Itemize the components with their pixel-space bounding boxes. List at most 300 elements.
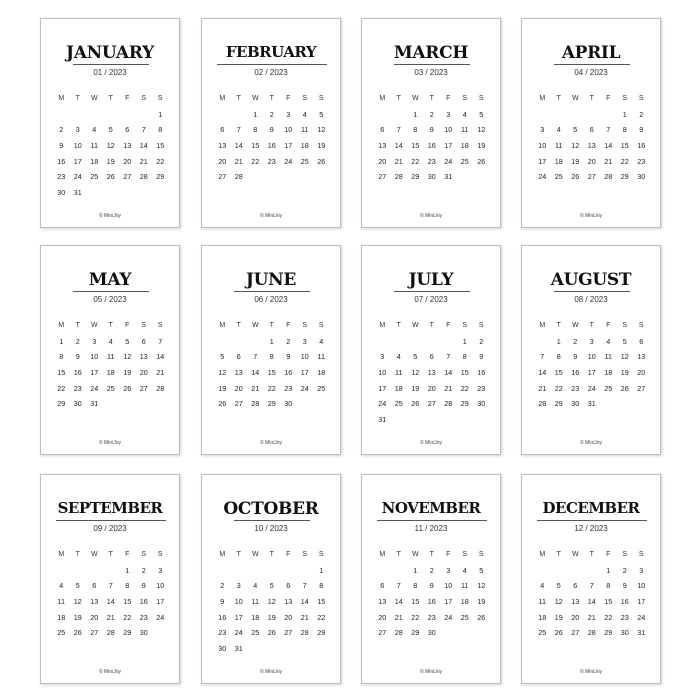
weekday-header: W (90, 322, 98, 329)
empty-cell (374, 334, 391, 350)
day-cell: 5 (479, 109, 484, 119)
day-cell: 31 (637, 628, 646, 638)
month-title: DECEMBER (542, 499, 640, 517)
day-cell: 29 (317, 628, 326, 638)
day-cell: 23 (218, 628, 227, 638)
weekday-header: M (379, 322, 386, 329)
day-cell: 26 (571, 172, 580, 182)
day-cell: 24 (538, 172, 547, 182)
weekday-header: T (396, 95, 401, 102)
day-cell: 19 (218, 383, 227, 393)
day-cell: 13 (123, 141, 132, 151)
day-cell: 31 (587, 399, 596, 409)
weekday-header: F (606, 322, 611, 329)
month-number: 09 / 2023 (93, 524, 127, 533)
weekday-header: T (429, 551, 434, 558)
day-cell: 29 (123, 628, 132, 638)
day-cell: 6 (236, 352, 241, 362)
day-cell: 15 (251, 141, 260, 151)
weekday-header: S (462, 551, 468, 558)
empty-cell (374, 107, 391, 123)
month-number: 11 / 2023 (414, 524, 448, 533)
brand-mark: © MiniJoy (579, 440, 603, 446)
day-cell: 3 (380, 352, 385, 362)
day-cell: 21 (234, 156, 243, 166)
day-cell: 22 (620, 156, 629, 166)
day-cell: 19 (267, 612, 276, 622)
empty-cell (567, 563, 584, 579)
day-cell: 30 (73, 399, 82, 409)
day-cell: 14 (394, 141, 403, 151)
day-cell: 17 (234, 612, 243, 622)
day-cell: 17 (156, 597, 165, 607)
weekday-header: S (141, 322, 147, 329)
day-cell: 18 (394, 383, 403, 393)
day-cell: 2 (141, 565, 146, 575)
day-cell: 20 (234, 383, 243, 393)
day-cell: 18 (106, 368, 115, 378)
weekday-header: T (108, 322, 113, 329)
day-cell: 17 (444, 141, 453, 151)
title-underline (73, 291, 149, 292)
day-cell: 2 (220, 581, 225, 591)
day-cell: 25 (460, 156, 469, 166)
empty-cell (136, 107, 153, 123)
brand-mark: © MiniJoy (259, 669, 283, 675)
month-title: MAY (88, 270, 132, 290)
day-cell: 26 (267, 628, 276, 638)
empty-cell (297, 563, 314, 579)
empty-cell (103, 563, 120, 579)
day-cell: 8 (125, 581, 130, 591)
day-cell: 27 (218, 172, 227, 182)
day-cell: 27 (284, 628, 293, 638)
title-underline (377, 520, 487, 521)
day-cell: 6 (92, 581, 97, 591)
day-cell: 11 (90, 141, 98, 151)
day-cell: 29 (620, 172, 629, 182)
day-cell: 16 (267, 141, 276, 151)
day-cell: 16 (477, 368, 486, 378)
day-grid (374, 547, 490, 641)
day-cell: 7 (253, 352, 258, 362)
weekday-header: T (556, 551, 561, 558)
day-grid (214, 318, 330, 412)
weekday-header: S (462, 95, 468, 102)
day-cell: 21 (604, 156, 613, 166)
month-title: NOVEMBER (381, 499, 481, 517)
weekday-header: S (318, 551, 324, 558)
empty-cell (231, 107, 248, 123)
day-cell: 24 (90, 383, 99, 393)
day-cell: 21 (444, 383, 453, 393)
day-cell: 14 (106, 597, 115, 607)
day-cell: 18 (538, 612, 547, 622)
day-cell: 25 (57, 628, 66, 638)
day-cell: 28 (300, 628, 309, 638)
day-cell: 18 (300, 141, 309, 151)
day-cell: 10 (444, 125, 453, 135)
day-cell: 5 (556, 581, 561, 591)
month-card-april (521, 18, 661, 228)
weekday-header: F (286, 322, 291, 329)
day-cell: 9 (639, 125, 644, 135)
weekday-header: T (236, 322, 241, 329)
day-cell: 2 (286, 336, 291, 346)
day-cell: 6 (380, 125, 385, 135)
day-cell: 20 (637, 368, 646, 378)
day-cell: 3 (540, 125, 545, 135)
day-cell: 30 (284, 399, 293, 409)
day-cell: 2 (479, 336, 484, 346)
day-cell: 10 (378, 368, 387, 378)
day-cell: 4 (302, 109, 307, 119)
day-cell: 24 (378, 399, 387, 409)
day-cell: 20 (378, 612, 387, 622)
title-underline (554, 291, 630, 292)
day-cell: 13 (637, 352, 646, 362)
day-cell: 8 (158, 125, 163, 135)
day-cell: 12 (106, 141, 115, 151)
weekday-header: W (251, 95, 259, 102)
weekday-header: T (236, 95, 241, 102)
day-cell: 22 (411, 612, 420, 622)
day-cell: 25 (317, 383, 326, 393)
month-number: 08 / 2023 (574, 295, 608, 304)
day-cell: 25 (394, 399, 403, 409)
day-cell: 30 (620, 628, 629, 638)
day-cell: 22 (251, 156, 260, 166)
day-cell: 29 (411, 628, 420, 638)
month-title: OCTOBER (223, 499, 319, 519)
brand-mark: © MiniJoy (419, 440, 443, 446)
weekday-header: S (638, 95, 644, 102)
empty-cell (551, 107, 568, 123)
day-cell: 10 (538, 141, 547, 151)
weekday-header: T (429, 322, 434, 329)
day-cell: 13 (378, 141, 387, 151)
day-cell: 1 (413, 565, 418, 575)
weekday-header: M (219, 322, 226, 329)
weekday-header: T (589, 95, 594, 102)
day-cell: 6 (639, 336, 644, 346)
weekday-header: T (269, 95, 274, 102)
empty-cell (440, 334, 457, 350)
day-cell: 12 (123, 352, 132, 362)
day-cell: 14 (234, 141, 243, 151)
day-cell: 20 (123, 156, 132, 166)
day-cell: 19 (554, 612, 563, 622)
month-title: JUNE (245, 270, 297, 290)
day-cell: 13 (378, 597, 387, 607)
day-cell: 8 (253, 125, 258, 135)
day-cell: 26 (554, 628, 563, 638)
day-cell: 20 (571, 612, 580, 622)
brand-mark: © MiniJoy (98, 440, 122, 446)
empty-cell (53, 563, 70, 579)
day-cell: 4 (462, 565, 467, 575)
day-cell: 7 (236, 125, 241, 135)
month-title: FEBRUARY (225, 43, 317, 61)
weekday-header: M (219, 551, 226, 558)
month-number: 07 / 2023 (414, 295, 448, 304)
day-cell: 12 (317, 125, 326, 135)
day-cell: 4 (59, 581, 64, 591)
day-cell: 1 (125, 565, 130, 575)
day-cell: 6 (286, 581, 291, 591)
weekday-header: M (379, 551, 386, 558)
day-grid (214, 91, 330, 185)
day-cell: 7 (302, 581, 307, 591)
weekday-header: S (318, 322, 324, 329)
day-cell: 26 (477, 612, 486, 622)
day-cell: 22 (156, 156, 165, 166)
day-cell: 20 (284, 612, 293, 622)
day-cell: 26 (477, 156, 486, 166)
day-cell: 3 (446, 109, 451, 119)
weekday-header: S (157, 95, 163, 102)
day-cell: 27 (123, 172, 132, 182)
empty-cell (584, 107, 601, 123)
day-cell: 5 (220, 352, 225, 362)
day-cell: 24 (156, 612, 165, 622)
day-cell: 5 (319, 109, 324, 119)
weekday-header: M (539, 322, 546, 329)
day-cell: 10 (73, 141, 82, 151)
day-cell: 13 (90, 597, 99, 607)
day-cell: 7 (396, 581, 401, 591)
day-cell: 25 (106, 383, 115, 393)
day-cell: 27 (378, 628, 387, 638)
day-cell: 1 (253, 109, 258, 119)
day-cell: 30 (57, 188, 66, 198)
day-cell: 1 (158, 109, 163, 119)
weekday-header: T (556, 322, 561, 329)
day-cell: 14 (300, 597, 309, 607)
day-cell: 1 (606, 565, 611, 575)
day-cell: 29 (604, 628, 613, 638)
weekday-header: S (157, 322, 163, 329)
day-cell: 14 (251, 368, 260, 378)
empty-cell (231, 563, 248, 579)
brand-mark: © MiniJoy (98, 213, 122, 219)
day-cell: 8 (413, 125, 418, 135)
day-cell: 4 (606, 336, 611, 346)
day-cell: 17 (300, 368, 309, 378)
weekday-header: S (302, 322, 308, 329)
empty-cell (551, 563, 568, 579)
title-underline (394, 291, 470, 292)
day-cell: 9 (429, 581, 434, 591)
title-underline (234, 291, 310, 292)
brand-mark: © MiniJoy (419, 669, 443, 675)
day-cell: 12 (477, 125, 486, 135)
day-cell: 30 (477, 399, 486, 409)
day-cell: 9 (75, 352, 80, 362)
weekday-header: T (269, 551, 274, 558)
day-cell: 20 (587, 156, 596, 166)
day-cell: 16 (284, 368, 293, 378)
day-cell: 24 (73, 172, 82, 182)
day-cell: 25 (460, 612, 469, 622)
day-grid (374, 91, 490, 185)
day-cell: 9 (286, 352, 291, 362)
day-cell: 2 (429, 565, 434, 575)
day-cell: 19 (106, 156, 115, 166)
day-cell: 9 (269, 125, 274, 135)
month-card-december (521, 474, 661, 684)
day-cell: 19 (411, 383, 420, 393)
day-cell: 16 (218, 612, 227, 622)
day-cell: 1 (462, 336, 467, 346)
day-cell: 10 (587, 352, 596, 362)
day-cell: 31 (378, 415, 387, 425)
day-cell: 25 (90, 172, 99, 182)
day-cell: 14 (139, 141, 148, 151)
weekday-header: S (638, 551, 644, 558)
brand-mark: © MiniJoy (419, 213, 443, 219)
day-cell: 25 (300, 156, 309, 166)
day-cell: 14 (444, 368, 453, 378)
day-cell: 31 (444, 172, 453, 182)
empty-cell (70, 107, 87, 123)
day-cell: 8 (59, 352, 64, 362)
day-cell: 28 (234, 172, 243, 182)
day-cell: 21 (538, 383, 547, 393)
title-underline (234, 520, 310, 521)
empty-cell (600, 107, 617, 123)
day-cell: 21 (394, 156, 403, 166)
day-cell: 19 (571, 156, 580, 166)
day-cell: 29 (460, 399, 469, 409)
day-cell: 1 (269, 336, 274, 346)
day-cell: 11 (604, 352, 612, 362)
month-card-october (201, 474, 341, 684)
day-cell: 28 (106, 628, 115, 638)
day-cell: 3 (158, 565, 163, 575)
weekday-header: S (318, 95, 324, 102)
day-cell: 23 (427, 156, 436, 166)
day-cell: 5 (622, 336, 627, 346)
weekday-header: S (141, 551, 147, 558)
empty-cell (214, 107, 231, 123)
weekday-header: T (396, 322, 401, 329)
empty-cell (119, 107, 136, 123)
day-cell: 3 (302, 336, 307, 346)
day-cell: 26 (73, 628, 82, 638)
month-title: MARCH (393, 43, 469, 63)
day-cell: 11 (538, 597, 546, 607)
day-cell: 9 (59, 141, 64, 151)
day-cell: 14 (156, 352, 165, 362)
month-card-june (201, 245, 341, 455)
empty-cell (407, 334, 424, 350)
day-cell: 5 (413, 352, 418, 362)
day-cell: 31 (90, 399, 99, 409)
weekday-header: T (396, 551, 401, 558)
day-cell: 6 (141, 336, 146, 346)
day-cell: 17 (73, 156, 82, 166)
day-cell: 12 (477, 581, 486, 591)
day-cell: 22 (411, 156, 420, 166)
day-cell: 18 (604, 368, 613, 378)
brand-mark: © MiniJoy (579, 669, 603, 675)
day-cell: 29 (411, 172, 420, 182)
day-cell: 5 (269, 581, 274, 591)
weekday-header: T (75, 95, 80, 102)
day-cell: 14 (587, 597, 596, 607)
month-number: 06 / 2023 (254, 295, 288, 304)
day-cell: 11 (461, 581, 469, 591)
day-cell: 7 (141, 125, 146, 135)
day-cell: 21 (300, 612, 309, 622)
day-cell: 26 (620, 383, 629, 393)
day-cell: 18 (90, 156, 99, 166)
day-cell: 12 (267, 597, 276, 607)
month-number: 10 / 2023 (254, 524, 288, 533)
day-cell: 2 (269, 109, 274, 119)
day-grid (534, 91, 650, 185)
day-cell: 7 (396, 125, 401, 135)
weekday-header: S (638, 322, 644, 329)
day-cell: 28 (587, 628, 596, 638)
brand-mark: © MiniJoy (259, 213, 283, 219)
empty-cell (86, 107, 103, 123)
day-cell: 11 (107, 352, 115, 362)
day-grid (53, 547, 169, 641)
weekday-header: S (622, 551, 628, 558)
day-cell: 13 (427, 368, 436, 378)
weekday-header: T (589, 322, 594, 329)
day-cell: 9 (141, 581, 146, 591)
day-cell: 19 (123, 368, 132, 378)
weekday-header: W (411, 95, 419, 102)
day-cell: 19 (477, 597, 486, 607)
day-cell: 18 (57, 612, 66, 622)
empty-cell (584, 563, 601, 579)
day-cell: 24 (587, 383, 596, 393)
day-grid (534, 547, 650, 641)
weekday-header: F (286, 551, 291, 558)
day-cell: 29 (156, 172, 165, 182)
day-cell: 24 (444, 612, 453, 622)
day-cell: 22 (57, 383, 66, 393)
day-cell: 15 (57, 368, 66, 378)
day-cell: 4 (396, 352, 401, 362)
weekday-header: F (606, 551, 611, 558)
weekday-header: F (446, 551, 451, 558)
empty-cell (391, 107, 408, 123)
month-number: 04 / 2023 (574, 68, 608, 77)
month-number: 01 / 2023 (93, 68, 127, 77)
day-cell: 13 (587, 141, 596, 151)
day-cell: 13 (284, 597, 293, 607)
weekday-header: F (125, 551, 130, 558)
empty-cell (247, 334, 264, 350)
day-cell: 5 (573, 125, 578, 135)
day-cell: 29 (267, 399, 276, 409)
month-number: 05 / 2023 (93, 295, 127, 304)
month-card-january (40, 18, 180, 228)
weekday-header: S (462, 322, 468, 329)
day-cell: 16 (139, 597, 148, 607)
day-cell: 8 (462, 352, 467, 362)
day-cell: 23 (620, 612, 629, 622)
weekday-header: T (108, 95, 113, 102)
day-cell: 13 (234, 368, 243, 378)
day-cell: 19 (620, 368, 629, 378)
day-cell: 22 (123, 612, 132, 622)
